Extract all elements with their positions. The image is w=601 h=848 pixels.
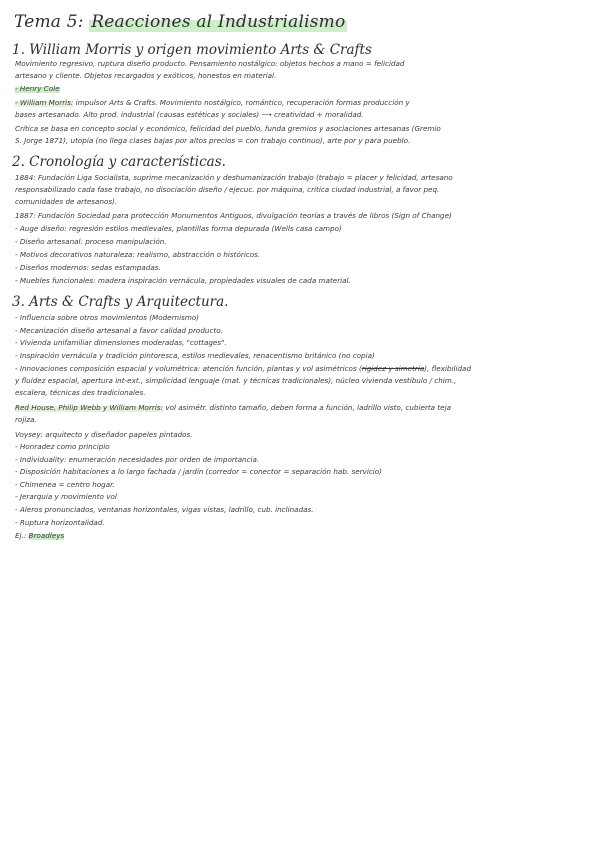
section2-line2: responsabilizado cada fase trabajo, no disociación diseño / ejecuc. por máquina, crítica ciudad industrial, a favor peq. <box>15 185 440 194</box>
section3-bullet: - Vivienda unifamiliar dimensiones moderadas, "cottages". <box>15 338 227 347</box>
section3-innov-line2: y fluidez espacial, apertura int-ext., simplicidad lenguaje (mat. y técnicas tradicionales), núcleo vivienda vestíbulo / chim., <box>15 376 457 385</box>
section1-henry-cole <box>15 84 593 93</box>
section2-line3: comunidades de artesanos). <box>15 197 118 206</box>
voysey-bullet: - Aleros pronunciados, ventanas horizontales, vigas vistas, ladrillo, cub. inclinadas. <box>15 505 314 514</box>
morris-text: impulsor Arts & Crafts. Movimiento nostálgico, romántico, recuperación formas producción y <box>73 98 410 107</box>
section2-bullet: - Diseño artesanal: proceso manipulación. <box>15 237 167 246</box>
morris-name-highlight: - William Morris: <box>15 98 74 107</box>
henry-cole-highlight: - Henry Cole <box>15 84 60 93</box>
section3-innovaciones <box>15 364 593 373</box>
innov-suffix: ), flexibilidad <box>424 364 472 373</box>
section1-line2: artesano y cliente. Objetos recargados y exóticos, honestos en material. <box>15 71 277 80</box>
section3-voysey: Voysey: arquitecto y diseñador papeles pintados. <box>15 430 193 439</box>
section2-line1: 1884: Fundación Liga Socialista, suprime mecanización y deshumanización trabajo (trabajo = placer y felicidad, artesano <box>15 173 453 182</box>
section1-critica-line1: Crítica se basa en concepto social y económico, felicidad del pueblo, funda gremios y asociaciones artesanas (Gremio <box>15 124 441 133</box>
example-name-highlight: Broadleys <box>28 531 65 540</box>
section3-heading: 3. Arts & Crafts y Arquitectura. <box>12 294 229 310</box>
example-prefix: Ej.: <box>15 531 27 540</box>
section3-redhouse <box>15 403 593 412</box>
section3-redhouse-line2: rojiza. <box>15 415 37 424</box>
redhouse-name-highlight: Red House, Philip Webb y William Morris: <box>15 403 164 412</box>
section2-bullet: - Auge diseño: regresión estilos medievales, plantillas forma depurada (Wells casa campo) <box>15 224 342 233</box>
section2-bullet: - Motivos decorativos naturaleza: realismo, abstracción o históricos. <box>15 250 261 259</box>
innov-prefix: - Innovaciones composición espacial y volumétrica: atención función, plantas y vol asimétricos ( <box>15 364 362 373</box>
redhouse-text: vol asimétr. distinto tamaño, deben forma a función, ladrillo visto, cubierta teja <box>163 403 451 412</box>
section3-example <box>15 531 593 540</box>
section1-morris-line2: bases artesanado. Alto prod. industrial (causas estéticas y sociales) ⟶ creatividad + moralidad. <box>15 110 364 119</box>
section3-bullet: - Influencia sobre otros movimientos (Modernismo) <box>15 313 200 322</box>
page-title <box>14 12 347 32</box>
section3-innov-line3: escalera, técnicas des tradicionales. <box>15 388 146 397</box>
voysey-bullet: - Disposición habitaciones a lo largo fachada / jardín (corredor = conector = separación hab. servicio) <box>15 467 382 476</box>
voysey-bullet: - Jerarquía y movimiento vol <box>15 492 117 501</box>
title-prefix: Tema 5: <box>14 12 84 32</box>
voysey-bullet: - Individuality: enumeración necesidades por orden de importancia. <box>15 455 260 464</box>
voysey-bullet: - Ruptura horizontalidad. <box>15 518 105 527</box>
section2-bullet: - Muebles funcionales: madera inspiración vernácula, propiedades visuales de cada material. <box>15 276 351 285</box>
section3-bullet: - Mecanización diseño artesanal a favor calidad producto. <box>15 326 223 335</box>
section2-line4: 1887: Fundación Sociedad para protección Monumentos Antiguos, divulgación teorías a través de libros (Sign of Change) <box>15 211 452 220</box>
section1-line1: Movimiento regresivo, ruptura diseño producto. Pensamiento nostálgico: objetos hechos a mano = felicidad <box>15 59 405 68</box>
voysey-bullet: - Honradez como principio <box>15 442 110 451</box>
section1-morris <box>15 98 593 107</box>
section3-bullet: - Inspiración vernácula y tradición pintoresca, estilos medievales, renacentismo británico (no copia) <box>15 351 375 360</box>
innov-strike: rigidez y simetría <box>361 364 425 373</box>
section1-heading: 1. William Morris y origen movimiento Arts & Crafts <box>12 42 372 58</box>
title-highlight: Reacciones al Industrialismo <box>91 12 346 32</box>
section2-bullet: - Diseños modernos: sedas estampadas. <box>15 263 161 272</box>
voysey-bullet: - Chimenea = centro hogar. <box>15 480 115 489</box>
section2-heading: 2. Cronología y características. <box>12 154 226 170</box>
section1-critica-line2: S. Jorge 1871), utopía (no llega clases bajas por altos precios = con trabajo continuo), arte por y para pueblo. <box>15 136 411 145</box>
